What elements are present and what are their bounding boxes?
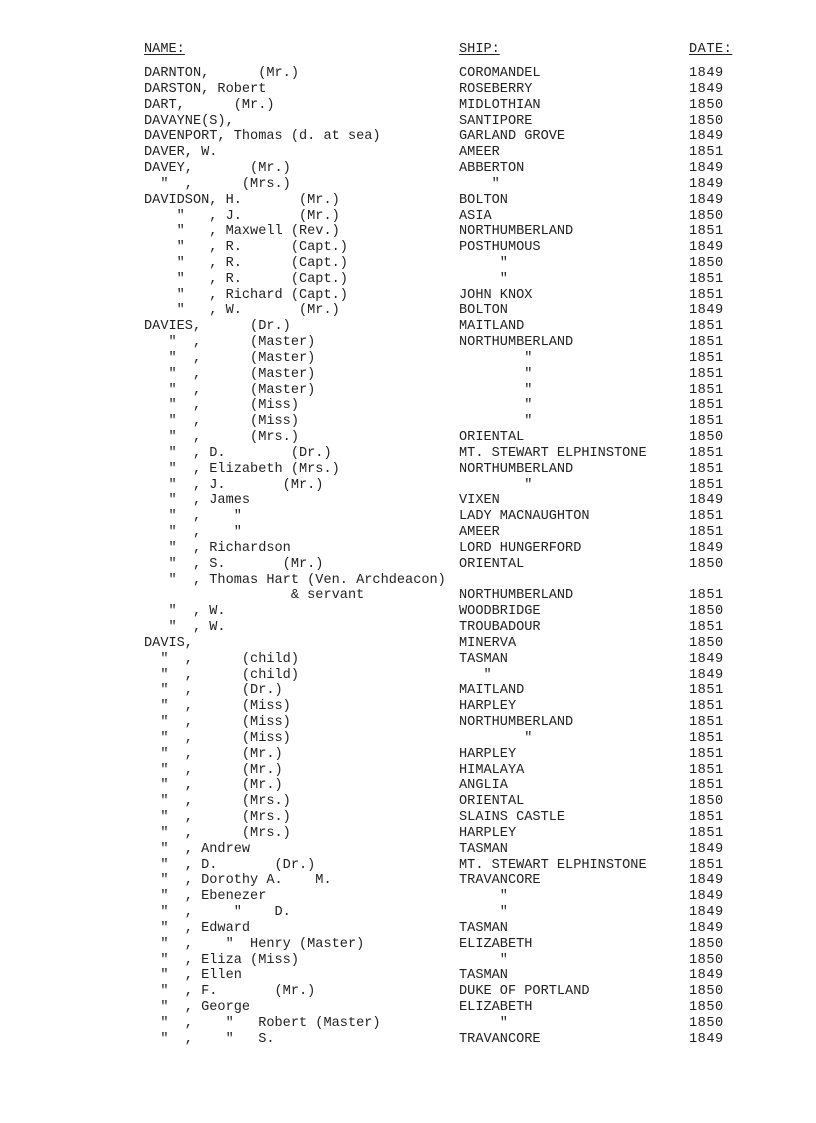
ship-cell: " xyxy=(459,477,533,493)
ship-cell: " xyxy=(459,366,533,382)
ship-cell: DUKE OF PORTLAND xyxy=(459,984,590,1000)
ship-cell: MIDLOTHIAN xyxy=(459,97,541,113)
date-cell: 1850 xyxy=(689,794,724,810)
name-cell: " , D. (Dr.) xyxy=(144,445,332,461)
name-cell: " , (Master) xyxy=(144,382,316,398)
date-cell: 1851 xyxy=(689,730,724,746)
date-cell: 1851 xyxy=(689,445,724,461)
ship-cell: SLAINS CASTLE xyxy=(459,810,566,825)
name-cell: " , (Master) xyxy=(144,366,316,382)
date-cell: 1850 xyxy=(689,97,724,113)
name-cell: DAVEY, (Mr.) xyxy=(144,161,291,176)
date-cell: 1850 xyxy=(689,604,724,620)
date-cell: 1851 xyxy=(689,382,724,398)
date-header: DATE: xyxy=(689,42,733,57)
ship-cell: NORTHUMBERLAND xyxy=(459,335,574,351)
name-cell: " , R. (Capt.) xyxy=(144,271,348,287)
date-cell: 1849 xyxy=(689,667,724,683)
name-cell: " , W. (Mr.) xyxy=(144,303,340,319)
ship-cell: ABBERTON xyxy=(459,161,525,176)
ship-cell: " xyxy=(459,414,533,430)
date-cell: 1851 xyxy=(689,683,724,699)
date-cell: 1851 xyxy=(689,778,724,794)
date-cell: 1851 xyxy=(689,224,724,240)
date-cell: 1849 xyxy=(689,651,724,667)
ship-cell: GARLAND GROVE xyxy=(459,129,566,145)
date-cell: 1850 xyxy=(689,208,724,224)
ship-cell: WOODBRIDGE xyxy=(459,604,541,620)
date-cell: 1849 xyxy=(689,841,724,857)
date-cell: 1851 xyxy=(689,335,724,351)
ship-cell: " xyxy=(459,1015,508,1031)
ship-cell: " xyxy=(459,271,508,287)
ship-cell: NORTHUMBERLAND xyxy=(459,224,574,240)
name-cell: " , (Master) xyxy=(144,350,316,366)
ship-cell: TASMAN xyxy=(459,968,508,984)
date-cell: 1849 xyxy=(689,920,724,936)
ship-cell: TASMAN xyxy=(459,920,508,936)
date-cell: 1850 xyxy=(689,952,724,968)
date-cell: 1851 xyxy=(689,287,724,303)
date-cell: 1849 xyxy=(689,81,724,97)
date-cell: 1850 xyxy=(689,1000,724,1015)
date-cell: 1849 xyxy=(689,493,724,509)
date-cell: 1851 xyxy=(689,477,724,493)
name-cell: " , J. (Mr.) xyxy=(144,477,324,493)
date-cell: 1851 xyxy=(689,762,724,778)
date-cell: 1851 xyxy=(689,350,724,366)
ship-cell: HARPLEY xyxy=(459,699,517,715)
ship-cell: JOHN KNOX xyxy=(459,287,533,303)
date-cell: 1849 xyxy=(689,889,724,905)
ship-cell: ORIENTAL xyxy=(459,794,525,810)
ship-cell: " xyxy=(459,350,533,366)
name-cell: " , Maxwell (Rev.) xyxy=(144,224,340,240)
date-cell: 1851 xyxy=(689,461,724,477)
name-cell: DARSTON, Robert xyxy=(144,81,267,97)
name-cell: " , W. xyxy=(144,604,226,620)
name-cell: " , W. xyxy=(144,620,226,635)
ship-cell: MT. STEWART ELPHINSTONE xyxy=(459,445,647,461)
date-cell: 1849 xyxy=(689,1031,724,1047)
name-cell: " , R. (Capt.) xyxy=(144,240,348,256)
ship-cell: VIXEN xyxy=(459,493,500,509)
ship-cell: " xyxy=(459,905,508,920)
ship-header: SHIP: xyxy=(459,42,500,57)
ship-cell: COROMANDEL xyxy=(459,66,541,81)
ship-cell: LADY MACNAUGHTON xyxy=(459,509,590,525)
date-cell: 1851 xyxy=(689,398,724,414)
name-cell: " , Andrew xyxy=(144,841,251,857)
date-cell: 1849 xyxy=(689,968,724,984)
name-cell: " , Ellen xyxy=(144,968,242,984)
name-cell: DAVIS, xyxy=(144,635,193,651)
date-cell: 1849 xyxy=(689,905,724,920)
name-cell: DAVENPORT, Thomas (d. at sea) xyxy=(144,129,381,145)
ship-cell: BOLTON xyxy=(459,303,508,319)
date-cell: 1849 xyxy=(689,66,724,81)
ship-cell: NORTHUMBERLAND xyxy=(459,588,574,604)
ship-cell: POSTHUMOUS xyxy=(459,240,541,256)
date-cell: 1850 xyxy=(689,1015,724,1031)
name-cell: " , Eliza (Miss) xyxy=(144,952,299,968)
name-cell: " , (child) xyxy=(144,651,299,667)
name-cell: " , (Mrs.) xyxy=(144,794,291,810)
date-cell: 1851 xyxy=(689,319,724,335)
ship-cell: ELIZABETH xyxy=(459,1000,533,1015)
ship-cell: TROUBADOUR xyxy=(459,620,541,635)
name-cell: " , Thomas Hart (Ven. Archdeacon) xyxy=(144,572,446,588)
ship-cell: ELIZABETH xyxy=(459,936,533,952)
header-row xyxy=(0,42,733,58)
ship-cell: TASMAN xyxy=(459,651,508,667)
ship-cell: " xyxy=(459,176,500,192)
name-cell: " , Richardson xyxy=(144,540,291,556)
ship-cell: HARPLEY xyxy=(459,825,517,841)
ship-cell: BOLTON xyxy=(459,192,508,208)
ship-cell: TRAVANCORE xyxy=(459,873,541,889)
name-cell: " , " D. xyxy=(144,905,291,920)
name-cell: " , (Mr.) xyxy=(144,746,283,762)
date-cell: 1850 xyxy=(689,936,724,952)
date-cell: 1849 xyxy=(689,873,724,889)
name-cell: " , (child) xyxy=(144,667,299,683)
ship-cell: " xyxy=(459,667,492,683)
ship-cell: " xyxy=(459,889,508,905)
date-cell: 1850 xyxy=(689,984,724,1000)
name-cell: " , S. (Mr.) xyxy=(144,556,324,572)
ship-cell: ORIENTAL xyxy=(459,430,525,446)
ship-cell: MAITLAND xyxy=(459,319,525,335)
ship-cell: AMEER xyxy=(459,525,500,541)
name-cell: " , (Mrs.) xyxy=(144,810,291,825)
date-cell: 1849 xyxy=(689,129,724,145)
ship-cell: " xyxy=(459,398,533,414)
date-cell: 1851 xyxy=(689,857,724,873)
name-cell: " , " Henry (Master) xyxy=(144,936,365,952)
name-cell: " , (Mr.) xyxy=(144,778,283,794)
name-cell: " , George xyxy=(144,1000,251,1015)
name-cell: DAVAYNE(S), xyxy=(144,113,234,129)
name-cell: " , (Mr.) xyxy=(144,762,283,778)
date-cell: 1851 xyxy=(689,588,724,604)
date-cell: 1850 xyxy=(689,556,724,572)
date-cell: 1850 xyxy=(689,256,724,271)
name-cell: " , (Miss) xyxy=(144,414,299,430)
name-cell: DART, (Mr.) xyxy=(144,97,275,113)
date-cell: 1851 xyxy=(689,145,724,161)
name-cell: " , " Robert (Master) xyxy=(144,1015,381,1031)
date-cell: 1849 xyxy=(689,303,724,319)
ship-cell: " xyxy=(459,256,508,271)
name-header: NAME: xyxy=(144,42,185,57)
name-cell: " , (Miss) xyxy=(144,699,291,715)
ship-cell: " xyxy=(459,382,533,398)
name-cell: " , (Mrs.) xyxy=(144,825,291,841)
ship-cell: " xyxy=(459,730,533,746)
date-cell: 1851 xyxy=(689,715,724,730)
name-cell: & servant xyxy=(144,588,365,604)
date-cell: 1850 xyxy=(689,635,724,651)
name-cell: " , " xyxy=(144,509,242,525)
name-cell: " , R. (Capt.) xyxy=(144,256,348,271)
name-cell: " , (Miss) xyxy=(144,715,291,730)
date-cell: 1850 xyxy=(689,113,724,129)
ship-cell: ROSEBERRY xyxy=(459,81,533,97)
date-cell: 1849 xyxy=(689,192,724,208)
name-cell: " , J. (Mr.) xyxy=(144,208,340,224)
name-cell: " , (Dr.) xyxy=(144,683,283,699)
date-cell: 1851 xyxy=(689,509,724,525)
ship-cell: SANTIPORE xyxy=(459,113,533,129)
date-cell: 1851 xyxy=(689,414,724,430)
name-cell: " , Edward xyxy=(144,920,251,936)
date-cell: 1851 xyxy=(689,810,724,825)
ship-cell: HIMALAYA xyxy=(459,762,525,778)
name-cell: DAVIES, (Dr.) xyxy=(144,319,291,335)
name-cell: DARNTON, (Mr.) xyxy=(144,66,299,81)
ship-cell: AMEER xyxy=(459,145,500,161)
name-cell: " , (Miss) xyxy=(144,398,299,414)
ship-cell: MINERVA xyxy=(459,635,517,651)
ship-cell: MT. STEWART ELPHINSTONE xyxy=(459,857,647,873)
date-cell: 1851 xyxy=(689,825,724,841)
name-cell: DAVER, W. xyxy=(144,145,218,161)
name-cell: " , (Master) xyxy=(144,335,316,351)
date-cell: 1851 xyxy=(689,620,724,635)
ship-cell: LORD HUNGERFORD xyxy=(459,540,582,556)
name-cell: " , Richard (Capt.) xyxy=(144,287,348,303)
ship-cell: NORTHUMBERLAND xyxy=(459,715,574,730)
name-cell: " , (Mrs.) xyxy=(144,430,299,446)
date-cell: 1851 xyxy=(689,699,724,715)
date-cell: 1851 xyxy=(689,271,724,287)
name-cell: " , Dorothy A. M. xyxy=(144,873,332,889)
ship-cell: ASIA xyxy=(459,208,492,224)
name-cell: " , F. (Mr.) xyxy=(144,984,316,1000)
date-cell: 1849 xyxy=(689,161,724,176)
date-cell: 1851 xyxy=(689,746,724,762)
date-cell: 1850 xyxy=(689,430,724,446)
name-cell: " , Ebenezer xyxy=(144,889,267,905)
ship-cell: MAITLAND xyxy=(459,683,525,699)
date-cell: 1851 xyxy=(689,525,724,541)
ship-cell: " xyxy=(459,952,508,968)
ship-cell: ORIENTAL xyxy=(459,556,525,572)
name-cell: DAVIDSON, H. (Mr.) xyxy=(144,192,340,208)
name-cell: " , " xyxy=(144,525,242,541)
ship-cell: HARPLEY xyxy=(459,746,517,762)
date-cell: 1849 xyxy=(689,240,724,256)
ship-cell: ANGLIA xyxy=(459,778,508,794)
name-cell: " , (Miss) xyxy=(144,730,291,746)
date-cell: 1851 xyxy=(689,366,724,382)
date-cell: 1849 xyxy=(689,540,724,556)
name-cell: " , D. (Dr.) xyxy=(144,857,316,873)
name-cell: " , " S. xyxy=(144,1031,275,1047)
date-cell: 1849 xyxy=(689,176,724,192)
name-cell: " , Elizabeth (Mrs.) xyxy=(144,461,340,477)
ship-cell: TASMAN xyxy=(459,841,508,857)
ship-cell: TRAVANCORE xyxy=(459,1031,541,1047)
name-cell: " , James xyxy=(144,493,251,509)
name-cell: " , (Mrs.) xyxy=(144,176,291,192)
ship-cell: NORTHUMBERLAND xyxy=(459,461,574,477)
